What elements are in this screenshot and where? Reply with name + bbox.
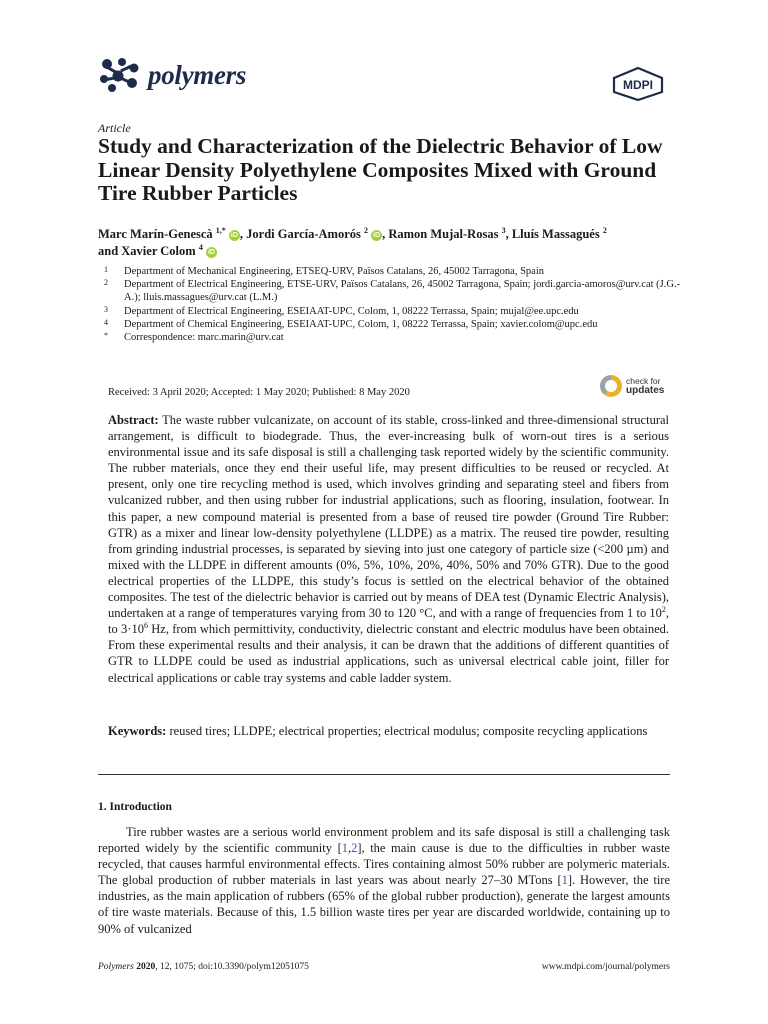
citation-link[interactable]: 2 <box>351 841 358 856</box>
footer-journal: Polymers <box>98 962 134 972</box>
check-updates-line2: updates <box>626 385 665 396</box>
section-divider <box>98 774 670 775</box>
affiliation-item <box>104 305 684 318</box>
affiliation-number: 2 <box>104 278 108 288</box>
abstract-text: The waste rubber vulcanizate, on account of its stable, cross-linked and three-dimensional structural arrangement, is difficult to biodegrade. Thus, the ever-increasing bulk of worn-out tires is a serious environmental issue and its safe disposal is still a challenging task reported widely by the scientific community. The rubber materials, once they end their useful life, may present difficulties to be reused or recycled. At present, only one tire recycling method is used, which involves grinding and separating steel and fibers from vulcanized rubber, and then using rubber for industrial applications, such as flooring, insulation, footwear. In this paper, a new compound material is presented from a base of reused tire powder (Ground Tire Rubber: GTR) as a mixer and linear low-density polyethylene (LLDPE) as a matrix. The reused tire powder, resulting from grinding industrial processes, is separated by sieving into just one category of particle size (<200 µm) and mixed with the LLDPE in different amounts (0%, 5%, 10%, 20%, 40%, 50% and 70% GTR). Due to the good electrical properties of the LLDPE, this study’s focus is settled on the electrical behavior of the obtained composites. The test of the dielectric behavior is carried out by means of DEA test (Dynamic Electric Analysis), undertaken at a range of temperatures varying from 30 to 120 °C, and with a range of frequencies from 1 to 10 <box>108 413 669 621</box>
affiliation-text: Department of Chemical Engineering, ESEIAAT-UPC, Colom, 1, 08222 Terrassa, Spain; xavier.colom@upc.edu <box>124 318 598 330</box>
affiliation-text: Department of Electrical Engineering, ETSE-URV, Països Catalans, 26, 45002 Tarragona, Spain; jordi.garcia-amoros@urv.cat (J.G.-A.); lluis.massagues@urv.cat (L.M.) <box>124 279 681 304</box>
correspondence-text: Correspondence: marc.marin@urv.cat <box>124 332 284 344</box>
paper-title: Study and Characterization of the Dielectric Behavior of Low Linear Density Polyethylene Composites Mixed with Ground Tire Rubber Particles <box>98 134 663 205</box>
author-name[interactable]: Marc Marín-Genescà <box>98 227 213 241</box>
intro-paragraph <box>98 824 670 937</box>
mdpi-logo-icon <box>610 66 666 102</box>
citation-link[interactable]: 1 <box>341 841 348 856</box>
author-list: Marc Marín-Genescà $^{1,*}$ iD , Jordi García-Amorós $^2$ iD , Ramon Mujal-Rosas $^3$, Lluís Massagués $^2$ and Xavier Colom $^4$ iD <box>98 226 607 258</box>
orcid-icon[interactable]: iD <box>230 232 238 239</box>
footer-journal-url[interactable]: www.mdpi.com/journal/polymers <box>541 962 670 972</box>
affiliation-text: Department of Mechanical Engineering, ETSEQ-URV, Països Catalans, 26, 45002 Tarragona, Spain <box>124 266 544 277</box>
intro-text: Tire rubber wastes are a serious world environment problem and its safe disposal is still a challenging task reported widely by the scientific community [ <box>98 825 670 856</box>
intro-text: ], the main cause is due to the difficulties in rubber waste recycled, that causes harmful environmental effects. Tires containing almost 50% rubber are polymeric materials. The global production of rubber materials in last years was about nearly 27–30 MTons [ <box>98 841 670 888</box>
article-type-label: Article <box>98 121 131 135</box>
affiliation-number: * <box>104 331 108 341</box>
intro-text: ]. However, the tire industries, as the main application of rubbers (65% of the global rubber production), generate the largest amounts of tire waste materials. Because of this, 1.5 billion waste tires per year are discarded worldwide, containing up to 90% of vulcanized <box>98 873 671 936</box>
mdpi-logo-text: MDPI <box>623 78 653 92</box>
author-affil-sup: 1,* <box>215 226 226 235</box>
keywords <box>108 723 669 739</box>
author-affil-sup: 2 <box>363 226 368 235</box>
check-updates-line1: check for <box>626 376 661 386</box>
footer-citation <box>98 962 309 972</box>
orcid-icon[interactable]: iD <box>207 249 215 256</box>
abstract-sup: 2 <box>661 605 666 615</box>
publication-dates: Received: 3 April 2020; Accepted: 1 May 2020; Published: 8 May 2020 <box>108 387 410 398</box>
author-affil-sup: 4 <box>198 243 203 252</box>
section-heading: 1. Introduction <box>98 801 172 813</box>
polymers-logo-icon <box>98 57 140 93</box>
keywords-text: reused tires; LLDPE; electrical properties; electrical modulus; composite recycling applications <box>166 724 648 738</box>
affiliation-number: 1 <box>104 265 108 274</box>
check-for-updates-button[interactable] <box>600 375 674 399</box>
affiliation-number: 4 <box>104 317 108 327</box>
footer-year: 2020 <box>136 962 156 972</box>
author-affil-sup: 3 <box>501 226 506 235</box>
affiliation-text: Department of Electrical Engineering, ESEIAAT-UPC, Colom, 1, 08222 Terrassa, Spain; mujal@ee.upc.edu <box>124 305 579 317</box>
keywords-label: Keywords: <box>108 724 167 738</box>
journal-name: polymers <box>148 60 247 90</box>
check-updates-icon <box>600 375 622 397</box>
affiliation-item <box>104 318 684 331</box>
correspondence-item <box>104 331 684 344</box>
author-name[interactable]: Ramon Mujal-Rosas <box>388 227 499 241</box>
citation-sep: , <box>347 841 352 856</box>
affiliation-list <box>104 265 684 344</box>
citation-link[interactable]: 1 <box>561 873 568 888</box>
author-name[interactable]: Jordi García-Amorós <box>246 227 361 241</box>
orcid-icon[interactable]: iD <box>373 232 381 239</box>
abstract-sup: 6 <box>143 621 148 631</box>
author-name[interactable]: Lluís Massagués <box>511 227 600 241</box>
affiliation-number: 3 <box>104 304 108 314</box>
abstract <box>108 412 669 686</box>
abstract-text: , to 3·10 <box>108 606 669 637</box>
affiliation-item <box>104 278 684 304</box>
footer-doi: , 12, 1075; doi:10.3390/polym12051075 <box>155 962 309 972</box>
author-affil-sup: 2 <box>602 226 607 235</box>
abstract-text: Hz, from which permittivity, conductivity, dielectric constant and electric modulus have been obtained. From these experimental results and their analysis, it can be drawn that the additions of different quantities of GTR to LLDPE could be used as industrial applications, such as universal electrical cable joint, filler for electrical applications or cable tray systems and cable ladder system. <box>108 622 670 685</box>
affiliation-item <box>104 265 684 278</box>
author-name[interactable]: Xavier Colom <box>121 244 196 258</box>
abstract-label: Abstract: <box>108 413 159 427</box>
